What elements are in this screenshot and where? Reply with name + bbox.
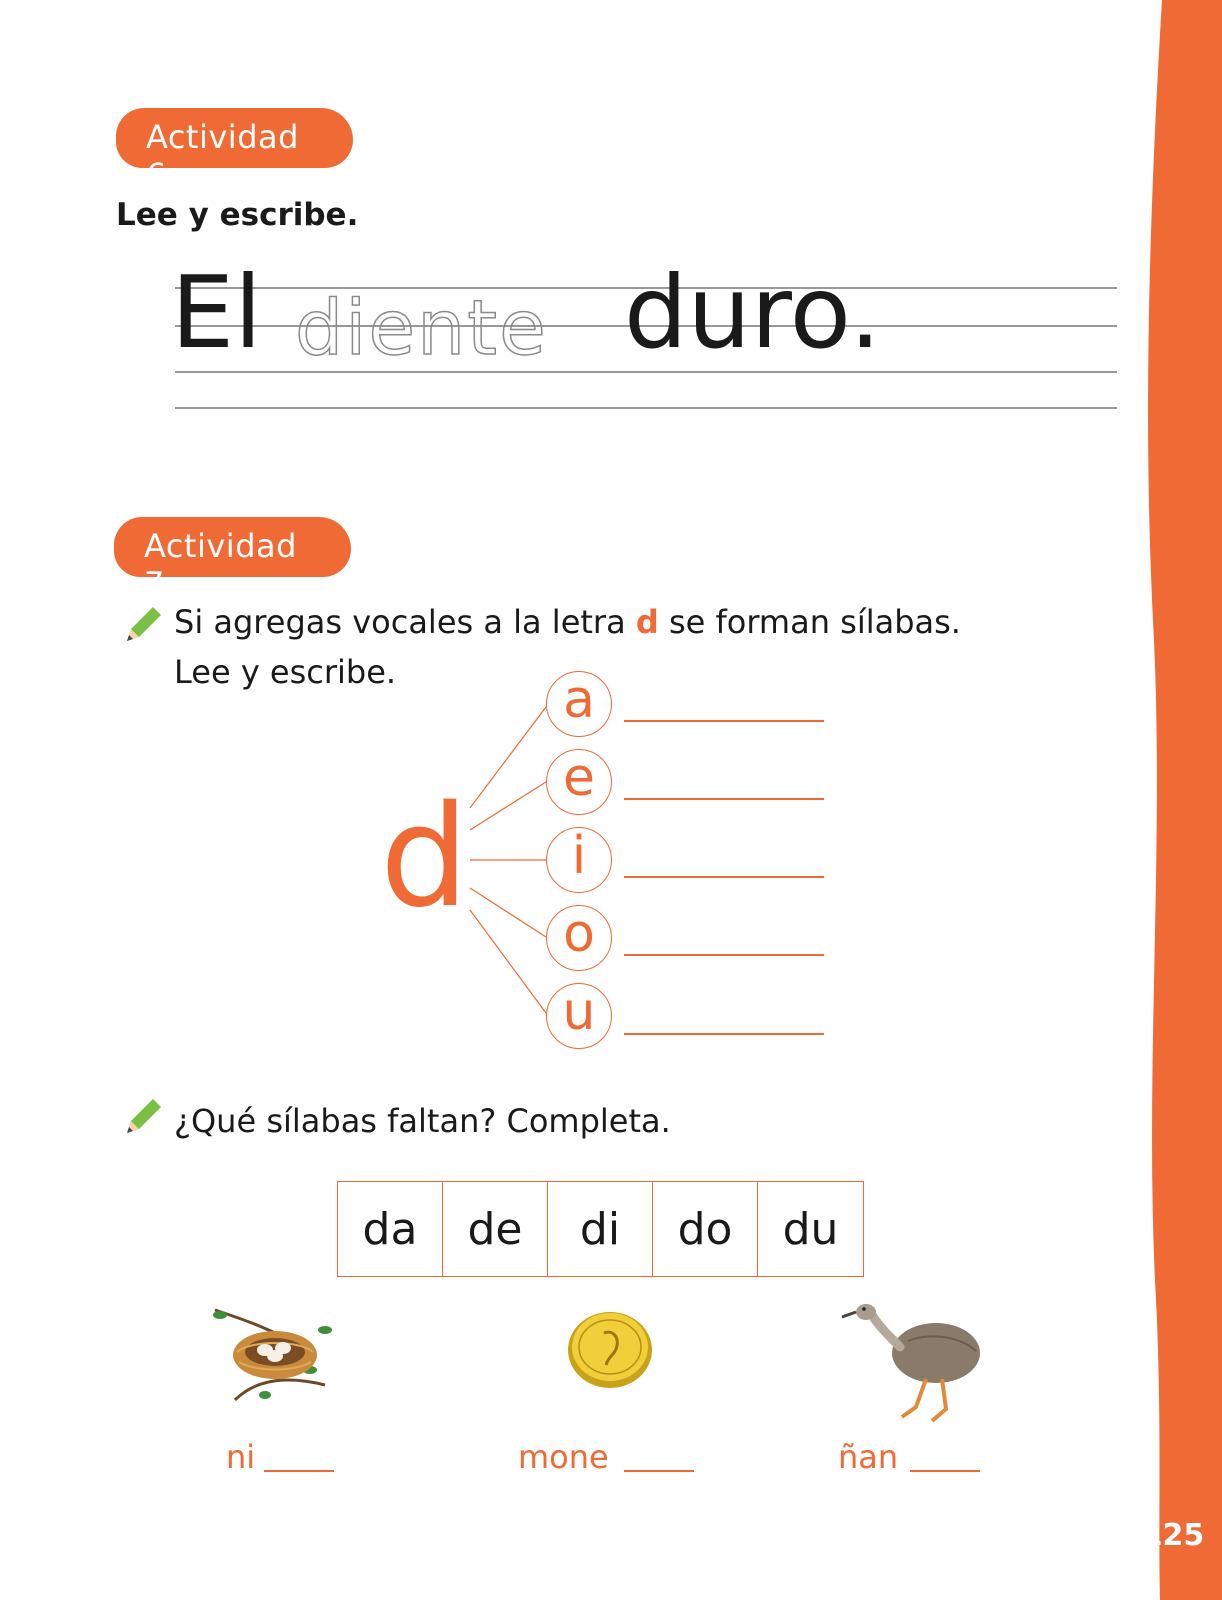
vowel-a-circle: a	[546, 671, 612, 737]
answer-line-do[interactable]	[624, 954, 824, 956]
vowel-i-circle: i	[546, 827, 612, 893]
activity-7-instruction-line-2: Lee y escribe.	[174, 653, 397, 691]
nest-icon	[205, 1290, 345, 1420]
vowel-u-circle: u	[546, 983, 612, 1049]
syllable-table	[337, 1181, 864, 1277]
sentence-word-el: El	[171, 254, 262, 371]
syllable-cell: da	[338, 1182, 443, 1276]
instruction-text-before: Si agregas vocales a la letra	[174, 603, 636, 641]
syllable-cell: du	[782, 1203, 839, 1255]
activity-6-badge: Actividad 6	[116, 108, 353, 168]
syllable-cell: de	[443, 1182, 548, 1276]
word-stem-mone: mone	[518, 1438, 609, 1476]
blank-nan[interactable]	[910, 1470, 980, 1472]
vowel-e-circle: e	[546, 749, 612, 815]
page-number: 125	[1141, 1518, 1205, 1553]
answer-line-de[interactable]	[624, 798, 824, 800]
rhea-bird-icon	[828, 1295, 988, 1430]
word-stem-ni: ni	[226, 1438, 256, 1476]
coin-icon	[560, 1305, 660, 1395]
missing-syllables-question: ¿Qué sílabas faltan? Completa.	[174, 1102, 671, 1140]
instruction-text-after: se forman sílabas.	[658, 603, 961, 641]
syllable-cell: do	[653, 1182, 758, 1276]
blank-mone[interactable]	[624, 1470, 694, 1472]
pencil-icon	[121, 1095, 165, 1139]
consonant-d: d	[380, 776, 469, 939]
highlighted-letter-d: d	[635, 603, 659, 641]
answer-line-du[interactable]	[624, 1033, 824, 1035]
vowel-o-circle: o	[546, 905, 612, 971]
syllable-cell: di	[548, 1182, 653, 1276]
activity-7-badge: Actividad 7	[114, 517, 351, 577]
activity-6-instruction: Lee y escribe.	[116, 197, 359, 233]
sentence-word-diente-tracing[interactable]: diente	[295, 283, 548, 372]
blank-ni[interactable]	[264, 1470, 334, 1472]
answer-line-di[interactable]	[624, 876, 824, 878]
answer-line-da[interactable]	[624, 720, 824, 722]
sentence-word-duro: duro.	[624, 254, 881, 371]
word-stem-nan: ñan	[838, 1438, 899, 1476]
